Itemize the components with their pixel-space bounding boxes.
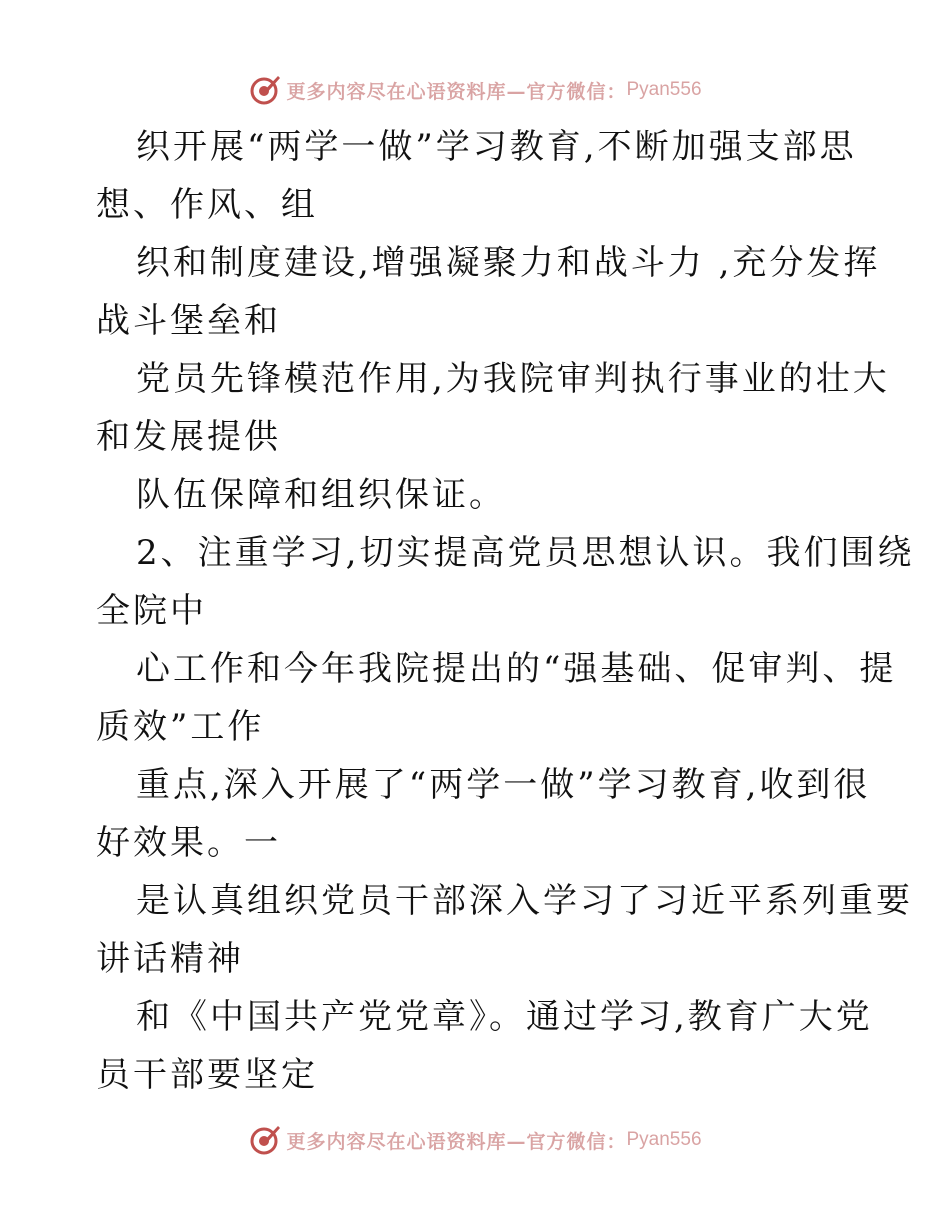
footer-banner <box>0 1120 950 1160</box>
header-banner <box>0 70 950 110</box>
quill-logo-icon <box>248 73 282 107</box>
text-line: 员干部要坚定 <box>96 1055 318 1095</box>
text-line: 全院中 <box>96 591 207 631</box>
text-line: 想、作风、组 <box>96 185 318 225</box>
text-line: 战斗堡垒和 <box>96 301 281 341</box>
text-line: 心工作和今年我院提出的“强基础、促审判、提 <box>136 649 897 689</box>
text-line: 好效果。一 <box>96 823 281 863</box>
text-line: 织和制度建设,增强凝聚力和战斗力 ,充分发挥 <box>136 243 881 283</box>
document-body <box>96 118 915 1104</box>
text-line: 织开展“两学一做”学习教育,不断加强支部思 <box>136 127 857 167</box>
banner-text: 更多内容尽在心语资料库—官方微信： <box>286 80 627 103</box>
text-line: 质效”工作 <box>96 707 265 747</box>
text-line: 和发展提供 <box>96 417 281 457</box>
text-line: 队伍保障和组织保证。 <box>136 475 506 515</box>
text-line: 和《中国共产党党章》。通过学习,教育广大党 <box>136 997 873 1037</box>
quill-logo-icon <box>248 1123 282 1157</box>
text-line: 重点,深入开展了“两学一做”学习教育,收到很 <box>136 765 871 805</box>
text-line: 党员先锋模范作用,为我院审判执行事业的壮大 <box>136 359 890 399</box>
text-line: 讲话精神 <box>96 939 244 979</box>
banner-text: 更多内容尽在心语资料库—官方微信： <box>286 1130 627 1153</box>
banner-wechat-id: Pyan556 <box>626 79 702 100</box>
text-line: 是认真组织党员干部深入学习了习近平系列重要 <box>136 881 913 921</box>
banner-wechat-id: Pyan556 <box>626 1129 702 1150</box>
text-line: 2、注重学习,切实提高党员思想认识。我们围绕 <box>136 533 915 573</box>
